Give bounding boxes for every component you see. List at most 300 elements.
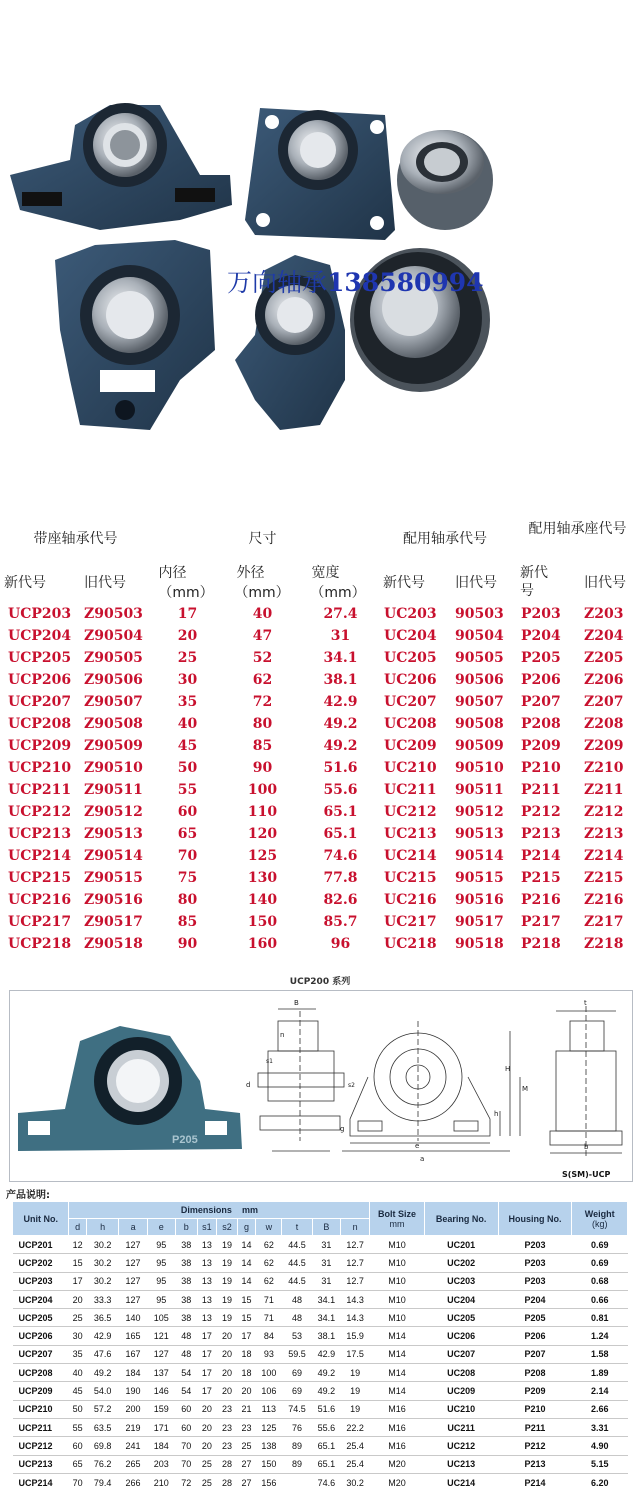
- spec-cell: 80: [252, 716, 273, 732]
- table-cell: 34.1: [312, 1290, 340, 1308]
- table-cell: 19: [217, 1309, 238, 1327]
- spec-cell: 90505: [455, 650, 504, 666]
- table-cell: 76: [282, 1418, 312, 1436]
- table-cell: 19: [341, 1382, 370, 1400]
- table-cell: 60: [175, 1400, 197, 1418]
- table-cell: UC207: [424, 1345, 498, 1363]
- dim-label-H: H: [505, 1065, 511, 1073]
- dim-label-d: d: [246, 1081, 251, 1089]
- spec-cell: 77.8: [323, 870, 358, 886]
- spec-table-row: [0, 672, 640, 694]
- header-housing-old: 旧代号: [584, 575, 626, 591]
- spec-cell: 90509: [455, 738, 504, 754]
- table-cell: UC208: [424, 1364, 498, 1382]
- spec-table-row: [0, 804, 640, 826]
- table-cell: 60: [175, 1418, 197, 1436]
- table-cell: 20: [217, 1345, 238, 1363]
- table-cell: 137: [147, 1364, 175, 1382]
- table-cell: UCP205: [13, 1309, 69, 1327]
- table-cell: 70: [175, 1437, 197, 1455]
- spec-cell: 85: [177, 914, 198, 930]
- col-dim-g: g: [237, 1219, 255, 1236]
- table-cell: 106: [256, 1382, 282, 1400]
- spec-cell: 90514: [455, 848, 504, 864]
- dim-label-a: a: [420, 1155, 425, 1163]
- table-cell: M10: [370, 1254, 424, 1272]
- spec-cell: 65.1: [323, 826, 358, 842]
- spec-cell: P206: [521, 672, 561, 688]
- table-cell: 63.5: [86, 1418, 119, 1436]
- spec-cell: 90: [252, 760, 273, 776]
- spec-cell: P217: [521, 914, 561, 930]
- spec-table-row: [0, 892, 640, 914]
- header-housing-new: 新代号: [520, 565, 548, 599]
- spec-cell: 34.1: [323, 650, 358, 666]
- table-cell: 62: [256, 1254, 282, 1272]
- table-cell: 200: [119, 1400, 147, 1418]
- spec-cell: P211: [521, 782, 561, 798]
- table-cell: UC212: [424, 1437, 498, 1455]
- spec-cell: 74.6: [323, 848, 358, 864]
- spec-cell: UC204: [384, 628, 437, 644]
- spec-cell: Z90517: [84, 914, 143, 930]
- table-cell: 44.5: [282, 1254, 312, 1272]
- col-bolt-size: Bolt Size mm: [370, 1202, 424, 1236]
- spec-cell: UC203: [384, 606, 437, 622]
- table-cell: UCP202: [13, 1254, 69, 1272]
- spec-cell: UCP214: [8, 848, 72, 864]
- table-cell: 76.2: [86, 1455, 119, 1473]
- table-cell: P213: [498, 1455, 572, 1473]
- spec-cell: Z213: [584, 826, 624, 842]
- table-cell: 127: [119, 1290, 147, 1308]
- table-cell: 27: [237, 1473, 255, 1491]
- spec-cell: 160: [247, 936, 278, 952]
- table-cell: 156: [256, 1473, 282, 1491]
- table-cell: 19: [217, 1290, 238, 1308]
- table-row: [13, 1400, 628, 1418]
- spec-cell: 140: [247, 892, 278, 908]
- table-cell: 127: [119, 1272, 147, 1290]
- table-cell: 69: [282, 1364, 312, 1382]
- table-cell: P206: [498, 1327, 572, 1345]
- spec-cell: 40: [252, 606, 273, 622]
- spec-cell: 45: [177, 738, 198, 754]
- table-cell: 19: [341, 1400, 370, 1418]
- table-cell: 127: [119, 1254, 147, 1272]
- table-cell: 150: [256, 1455, 282, 1473]
- header-bearing-new: 新代号: [383, 575, 425, 591]
- spec-cell: UCP205: [8, 650, 72, 666]
- header-housing-code: 配用轴承座代号: [528, 521, 627, 537]
- spec-cell: 90516: [455, 892, 504, 908]
- table-cell: 54.0: [86, 1382, 119, 1400]
- table-cell: UCP210: [13, 1400, 69, 1418]
- spec-cell: Z90516: [84, 892, 143, 908]
- table-cell: 165: [119, 1327, 147, 1345]
- table-cell: 20: [197, 1418, 217, 1436]
- housing-marking: P205: [172, 1134, 198, 1146]
- table-cell: 17: [197, 1345, 217, 1363]
- table-cell: P214: [498, 1473, 572, 1491]
- table-cell: 184: [119, 1364, 147, 1382]
- table-cell: 69: [282, 1382, 312, 1400]
- table-cell: 113: [256, 1400, 282, 1418]
- table-cell: 219: [119, 1418, 147, 1436]
- table-cell: 51.6: [312, 1400, 340, 1418]
- spec-cell: 90508: [455, 716, 504, 732]
- spec-table-row: [0, 782, 640, 804]
- table-cell: M16: [370, 1400, 424, 1418]
- spec-cell: UCP206: [8, 672, 72, 688]
- table-cell: 33.3: [86, 1290, 119, 1308]
- table-cell: 5.15: [572, 1455, 628, 1473]
- spec-cell: Z211: [584, 782, 624, 798]
- header-outer-unit: （mm）: [234, 585, 290, 601]
- table-cell: 38: [175, 1236, 197, 1254]
- insert-bearing-image: [397, 130, 493, 230]
- spec-cell: Z90510: [84, 760, 143, 776]
- table-cell: P207: [498, 1345, 572, 1363]
- table-cell: 49.2: [86, 1364, 119, 1382]
- header-seat-bearing-code: 带座轴承代号: [33, 531, 118, 547]
- table-cell: 79.4: [86, 1473, 119, 1491]
- dim-label-g: g: [340, 1125, 345, 1133]
- table-cell: 121: [147, 1327, 175, 1345]
- table-cell: P203: [498, 1254, 572, 1272]
- spec-cell: UC212: [384, 804, 437, 820]
- spec-cell: UCP204: [8, 628, 72, 644]
- table-cell: 13: [197, 1309, 217, 1327]
- header-bearing-code: 配用轴承代号: [403, 531, 487, 547]
- table-cell: UCP206: [13, 1327, 69, 1345]
- table-cell: 23: [217, 1418, 238, 1436]
- table-cell: 21: [237, 1400, 255, 1418]
- spec-cell: Z90504: [84, 628, 143, 644]
- table-cell: 167: [119, 1345, 147, 1363]
- spec-cell: Z207: [584, 694, 624, 710]
- table-cell: 35: [69, 1345, 86, 1363]
- table-cell: M10: [370, 1236, 424, 1254]
- table-cell: 65.1: [312, 1455, 340, 1473]
- table-cell: 20: [217, 1364, 238, 1382]
- table-cell: UCP208: [13, 1364, 69, 1382]
- table-cell: P203: [498, 1272, 572, 1290]
- table-cell: 146: [147, 1382, 175, 1400]
- spec-cell: 65: [177, 826, 198, 842]
- table-cell: 38: [175, 1309, 197, 1327]
- spec-cell: 60: [177, 804, 198, 820]
- table-cell: 19: [217, 1272, 238, 1290]
- col-housing-no: Housing No.: [498, 1202, 572, 1236]
- table-cell: 38: [175, 1254, 197, 1272]
- table-cell: 48: [282, 1290, 312, 1308]
- table-cell: 59.5: [282, 1345, 312, 1363]
- table-cell: 57.2: [86, 1400, 119, 1418]
- col-dimensions: Dimensions mm: [69, 1202, 370, 1219]
- spec-cell: Z215: [584, 870, 624, 886]
- header-width: 宽度: [311, 565, 340, 581]
- table-cell: 95: [147, 1272, 175, 1290]
- col-dim-b: b: [175, 1219, 197, 1236]
- table-cell: 190: [119, 1382, 147, 1400]
- spec-cell: 50: [177, 760, 198, 776]
- table-cell: 0.69: [572, 1236, 628, 1254]
- col-dim-h: h: [86, 1219, 119, 1236]
- spec-cell: Z208: [584, 716, 624, 732]
- table-row: [13, 1272, 628, 1290]
- table-cell: M10: [370, 1272, 424, 1290]
- spec-cell: 150: [247, 914, 278, 930]
- table-cell: 12.7: [341, 1236, 370, 1254]
- spec-cell: P209: [521, 738, 561, 754]
- table-row: [13, 1455, 628, 1473]
- table-cell: [282, 1473, 312, 1491]
- table-cell: 95: [147, 1254, 175, 1272]
- table-cell: M14: [370, 1364, 424, 1382]
- table-cell: 30.2: [341, 1473, 370, 1491]
- table-cell: 17.5: [341, 1345, 370, 1363]
- table-cell: 13: [197, 1272, 217, 1290]
- spec-cell: Z90503: [84, 606, 143, 622]
- table-cell: 31: [312, 1272, 340, 1290]
- spec-cell: UC218: [384, 936, 437, 952]
- header-inner-dia: 内径: [158, 565, 187, 581]
- col-dim-w: w: [256, 1219, 282, 1236]
- table-cell: 266: [119, 1473, 147, 1491]
- table-cell: 38: [175, 1272, 197, 1290]
- spec-cell: 90503: [455, 606, 504, 622]
- table-cell: 13: [197, 1290, 217, 1308]
- spec-cell: Z218: [584, 936, 624, 952]
- col-dim-a: a: [119, 1219, 147, 1236]
- pillow-block-photo: [18, 1026, 242, 1151]
- spec-table-row: [0, 936, 640, 958]
- table-cell: 14.3: [341, 1309, 370, 1327]
- table-cell: UC214: [424, 1473, 498, 1491]
- table-cell: M16: [370, 1418, 424, 1436]
- spec-table-row: [0, 848, 640, 870]
- table-cell: 171: [147, 1418, 175, 1436]
- table-row: [13, 1364, 628, 1382]
- header-old-code: 旧代号: [84, 575, 126, 591]
- spec-cell: P215: [521, 870, 561, 886]
- table-cell: 25.4: [341, 1437, 370, 1455]
- spec-cell: P213: [521, 826, 561, 842]
- table-cell: 49.2: [312, 1364, 340, 1382]
- table-cell: 140: [119, 1309, 147, 1327]
- spec-cell: Z90514: [84, 848, 143, 864]
- table-cell: 23: [237, 1418, 255, 1436]
- table-cell: 20: [197, 1437, 217, 1455]
- table-cell: P204: [498, 1290, 572, 1308]
- dim-label-t: t: [584, 999, 587, 1007]
- table-cell: UCP212: [13, 1437, 69, 1455]
- spec-cell: UCP215: [8, 870, 72, 886]
- pillow-block-bearing-image: [10, 103, 232, 230]
- table-cell: 100: [256, 1364, 282, 1382]
- table-cell: 17: [69, 1272, 86, 1290]
- table-cell: 54: [175, 1364, 197, 1382]
- spec-cell: UC205: [384, 650, 437, 666]
- col-unit-no: Unit No.: [13, 1202, 69, 1236]
- table-cell: P203: [498, 1236, 572, 1254]
- spec-cell: Z216: [584, 892, 624, 908]
- table-cell: 62: [256, 1236, 282, 1254]
- spec-cell: P210: [521, 760, 561, 776]
- table-cell: 14: [237, 1254, 255, 1272]
- table-cell: P208: [498, 1364, 572, 1382]
- spec-cell: UC211: [384, 782, 437, 798]
- table-cell: P205: [498, 1309, 572, 1327]
- table-cell: UC205: [424, 1309, 498, 1327]
- spec-cell: 17: [177, 606, 198, 622]
- spec-table-row: [0, 606, 640, 628]
- dim-label-s2: s2: [348, 1082, 355, 1089]
- spec-cell: 85.7: [323, 914, 358, 930]
- table-cell: 25: [69, 1309, 86, 1327]
- spec-cell: 125: [247, 848, 278, 864]
- table-cell: 14.3: [341, 1290, 370, 1308]
- table-cell: UC213: [424, 1455, 498, 1473]
- table-cell: 65: [69, 1455, 86, 1473]
- table-cell: 69.8: [86, 1437, 119, 1455]
- spec-cell: 55.6: [323, 782, 358, 798]
- spec-table-row: [0, 826, 640, 848]
- table-cell: 72: [175, 1473, 197, 1491]
- table-cell: 0.66: [572, 1290, 628, 1308]
- table-cell: 70: [69, 1473, 86, 1491]
- table-cell: 74.6: [312, 1473, 340, 1491]
- table-cell: 203: [147, 1455, 175, 1473]
- table-cell: 25: [197, 1473, 217, 1491]
- spec-table-row: [0, 760, 640, 782]
- table-cell: M20: [370, 1473, 424, 1491]
- spec-cell: Z203: [584, 606, 624, 622]
- table-cell: 54: [175, 1382, 197, 1400]
- spec-cell: Z90506: [84, 672, 143, 688]
- table-cell: UCP207: [13, 1345, 69, 1363]
- spec-cell: P214: [521, 848, 561, 864]
- table-cell: 12.7: [341, 1272, 370, 1290]
- spec-cell: 120: [247, 826, 278, 842]
- table-cell: UC206: [424, 1327, 498, 1345]
- spec-cell: 90510: [455, 760, 504, 776]
- spec-cell: 82.6: [323, 892, 358, 908]
- table-cell: 20: [69, 1290, 86, 1308]
- spec-cell: UC210: [384, 760, 437, 776]
- header-new-code: 新代号: [4, 575, 46, 591]
- spec-cell: P203: [521, 606, 561, 622]
- dim-label-s1: s1: [266, 1058, 273, 1065]
- table-cell: 2.14: [572, 1382, 628, 1400]
- spec-cell: Z90507: [84, 694, 143, 710]
- spec-cell: UC217: [384, 914, 437, 930]
- table-cell: 17: [197, 1327, 217, 1345]
- col-dim-s2: s2: [217, 1219, 238, 1236]
- spec-cell: Z210: [584, 760, 624, 776]
- table-cell: P210: [498, 1400, 572, 1418]
- spec-cell: UC209: [384, 738, 437, 754]
- table-cell: 40: [69, 1364, 86, 1382]
- table-cell: UCP211: [13, 1418, 69, 1436]
- table-cell: 1.89: [572, 1364, 628, 1382]
- dim-label-n: n: [280, 1031, 285, 1039]
- spec-cell: 80: [177, 892, 198, 908]
- section-view: [550, 1006, 622, 1156]
- table-cell: 38.1: [312, 1327, 340, 1345]
- table-cell: M14: [370, 1345, 424, 1363]
- spec-cell: 90513: [455, 826, 504, 842]
- col-weight: Weight (kg): [572, 1202, 628, 1236]
- table-cell: 25.4: [341, 1455, 370, 1473]
- table-cell: 17: [237, 1327, 255, 1345]
- table-row: [13, 1345, 628, 1363]
- spec-cell: 55: [177, 782, 198, 798]
- table-cell: M10: [370, 1309, 424, 1327]
- table-cell: P209: [498, 1382, 572, 1400]
- table-cell: 27: [237, 1455, 255, 1473]
- spec-cell: Z205: [584, 650, 624, 666]
- table-cell: 89: [282, 1437, 312, 1455]
- table-cell: UCP214: [13, 1473, 69, 1491]
- spec-cell: P207: [521, 694, 561, 710]
- table-cell: 47.6: [86, 1345, 119, 1363]
- spec-cell: 27.4: [323, 606, 358, 622]
- table-cell: 20: [217, 1327, 238, 1345]
- table-cell: 44.5: [282, 1272, 312, 1290]
- table-cell: UC202: [424, 1254, 498, 1272]
- table-cell: M10: [370, 1290, 424, 1308]
- table-row: [13, 1437, 628, 1455]
- table-cell: 0.81: [572, 1309, 628, 1327]
- spec-cell: 35: [177, 694, 198, 710]
- watermark-text: 万向轴承138580994: [227, 268, 484, 297]
- table-row: [13, 1236, 628, 1254]
- spec-cell: 110: [247, 804, 278, 820]
- spec-cell: UC207: [384, 694, 437, 710]
- table-cell: 95: [147, 1290, 175, 1308]
- table-cell: 2.66: [572, 1400, 628, 1418]
- col-dim-B: B: [312, 1219, 340, 1236]
- dim-label-e: e: [415, 1142, 420, 1150]
- table-cell: 20: [237, 1382, 255, 1400]
- spec-cell: Z90518: [84, 936, 143, 952]
- table-cell: 15: [69, 1254, 86, 1272]
- table-cell: UC211: [424, 1418, 498, 1436]
- table-cell: UC204: [424, 1290, 498, 1308]
- spec-cell: 42.9: [323, 694, 358, 710]
- spec-cell: 52: [252, 650, 273, 666]
- spec-cell: 20: [177, 628, 198, 644]
- table-cell: 0.69: [572, 1254, 628, 1272]
- spec-cell: 62: [252, 672, 273, 688]
- table-cell: 48: [282, 1309, 312, 1327]
- header-width-unit: （mm）: [310, 585, 366, 601]
- table-cell: 28: [217, 1473, 238, 1491]
- spec-cell: 75: [177, 870, 198, 886]
- col-dim-s1: s1: [197, 1219, 217, 1236]
- spec-cell: 90515: [455, 870, 504, 886]
- spec-cell: Z212: [584, 804, 624, 820]
- spec-cell: UC206: [384, 672, 437, 688]
- table-cell: UCP204: [13, 1290, 69, 1308]
- spec-cell: Z214: [584, 848, 624, 864]
- table-cell: 15: [237, 1290, 255, 1308]
- table-cell: UC209: [424, 1382, 498, 1400]
- spec-cell: 90511: [455, 782, 504, 798]
- spec-cell: 38.1: [323, 672, 358, 688]
